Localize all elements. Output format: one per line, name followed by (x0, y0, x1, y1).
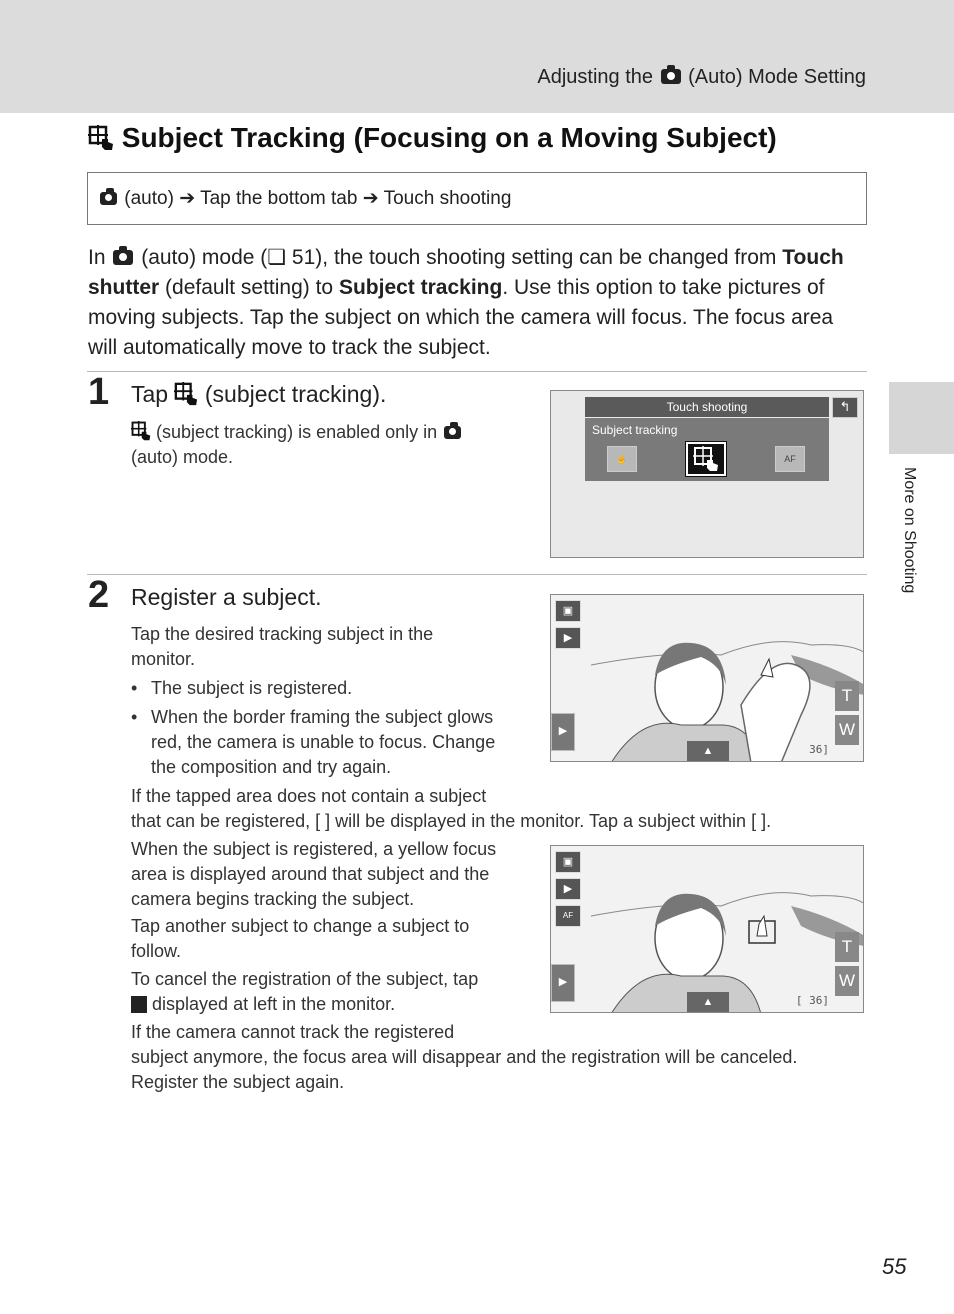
intro-paragraph: In (auto) mode (❏ 51), the touch shooting setting can be changed from Touch shutter (default setting) to Subject tracking. Use this option to take pictures of moving subjects. Tap the subject on which the camera will focus. The focus area will automatically move to track the subject. (88, 246, 844, 359)
header-suffix: (Auto) Mode Setting (688, 66, 866, 88)
bottom-tab-arrow-icon[interactable]: ▲ (687, 992, 729, 1012)
chapter-label: More on Shooting (901, 467, 918, 594)
camera-monitor-tracking (550, 845, 864, 1013)
menu-path (98, 187, 511, 210)
step2-not-registered-note: If the tapped area does not contain a subject that can be registered, [ ] will be displayed in the monitor. Tap a subject within [ ]. (131, 786, 772, 831)
step-number: 2 (88, 574, 110, 616)
menu-option-panel (585, 418, 829, 481)
bullet-item: • The subject is registered. (131, 678, 353, 698)
zoom-wide-button[interactable]: W (835, 715, 859, 745)
path-step-touch-shooting: Touch shooting (383, 188, 512, 209)
arrow-icon: ➔ (362, 188, 379, 209)
step-number: 1 (88, 371, 110, 413)
af-off-button-icon[interactable]: AF (555, 905, 581, 927)
bottom-tab-arrow-icon[interactable]: ▲ (687, 741, 729, 761)
zoom-tele-button[interactable]: T (835, 932, 859, 962)
focus-bracket-icon: [ ] (751, 811, 767, 831)
exposures-remaining: [ 36] (795, 994, 829, 1007)
step1-note: (subject tracking) is enabled only in (auto) mode. (131, 420, 511, 470)
step-heading: Tap (subject tracking). (131, 381, 387, 407)
arrow-icon: ➔ (179, 188, 196, 209)
bullet-item: • When the border framing the subject glows red, the camera is unable to focus. Change the composition and try again. (131, 707, 496, 777)
playback-icon[interactable]: ▶ (555, 878, 581, 900)
camera-monitor-tap-subject (550, 594, 864, 762)
running-header (537, 66, 866, 89)
menu-title: Touch shooting (585, 397, 829, 417)
left-tab-arrow-icon[interactable]: ▶ (551, 713, 575, 751)
header-prefix: Adjusting the (537, 66, 653, 88)
divider (87, 371, 867, 372)
playback-icon[interactable]: ▶ (555, 627, 581, 649)
selected-option-label: Subject tracking (592, 423, 678, 437)
subject-tracking-icon (131, 421, 151, 441)
auto-mode-camera-icon (661, 69, 681, 84)
divider (87, 574, 867, 575)
page-number: 55 (882, 1254, 907, 1279)
step2-instruction: Tap the desired tracking subject in the monitor. (131, 624, 434, 669)
step2-cancel-note: To cancel the registration of the subject, tap displayed at left in the monitor. (131, 969, 479, 1014)
subject-tracking-option-icon[interactable] (686, 442, 726, 476)
book-reference-icon: ❏ (267, 246, 287, 269)
header-band (0, 0, 954, 113)
scene-illustration (551, 846, 864, 1013)
touch-shutter-term: Touch shutter (88, 246, 844, 299)
touch-shutter-option-icon[interactable]: ☝ (607, 446, 637, 472)
scene-illustration (551, 595, 864, 762)
path-step-auto: (auto) (124, 188, 174, 209)
shooting-mode-icon[interactable]: ▣ (555, 600, 581, 622)
auto-mode-camera-icon (113, 250, 133, 265)
title-text: Subject Tracking (Focusing on a Moving Subject) (121, 122, 777, 153)
left-tab-arrow-icon[interactable]: ▶ (551, 964, 575, 1002)
auto-mode-camera-icon (100, 192, 117, 205)
step2-registered-note: When the subject is registered, a yellow focus area is displayed around that subject and the camera begins tracking the subject. (131, 839, 497, 909)
step2-lost-tracking-note: If the camera cannot track the registered subject anymore, the focus area will disappear and the registration will be canceled. Register the subject again. (131, 1022, 798, 1092)
menu-path-box (87, 172, 867, 225)
touch-shooting-menu-screen (550, 390, 864, 558)
subject-tracking-icon (174, 382, 198, 406)
path-step-tab: Tap the bottom tab (200, 188, 358, 209)
af-off-icon (131, 996, 147, 1013)
zoom-tele-button[interactable]: T (835, 681, 859, 711)
exposures-remaining: 36] (809, 743, 829, 756)
page-title (88, 122, 777, 154)
focus-bracket-icon: [ ] (315, 811, 331, 831)
shooting-mode-icon[interactable]: ▣ (555, 851, 581, 873)
chapter-tab (889, 382, 954, 454)
step2-change-note: Tap another subject to change a subject to follow. (131, 916, 470, 961)
step-heading: Register a subject. (131, 584, 322, 610)
auto-mode-camera-icon (444, 426, 461, 439)
zoom-wide-button[interactable]: W (835, 966, 859, 996)
subject-tracking-term: Subject tracking (338, 276, 503, 299)
back-icon[interactable]: ↰ (832, 397, 858, 418)
subject-tracking-icon (88, 125, 114, 151)
touch-af-ae-option-icon[interactable]: AF (775, 446, 805, 472)
